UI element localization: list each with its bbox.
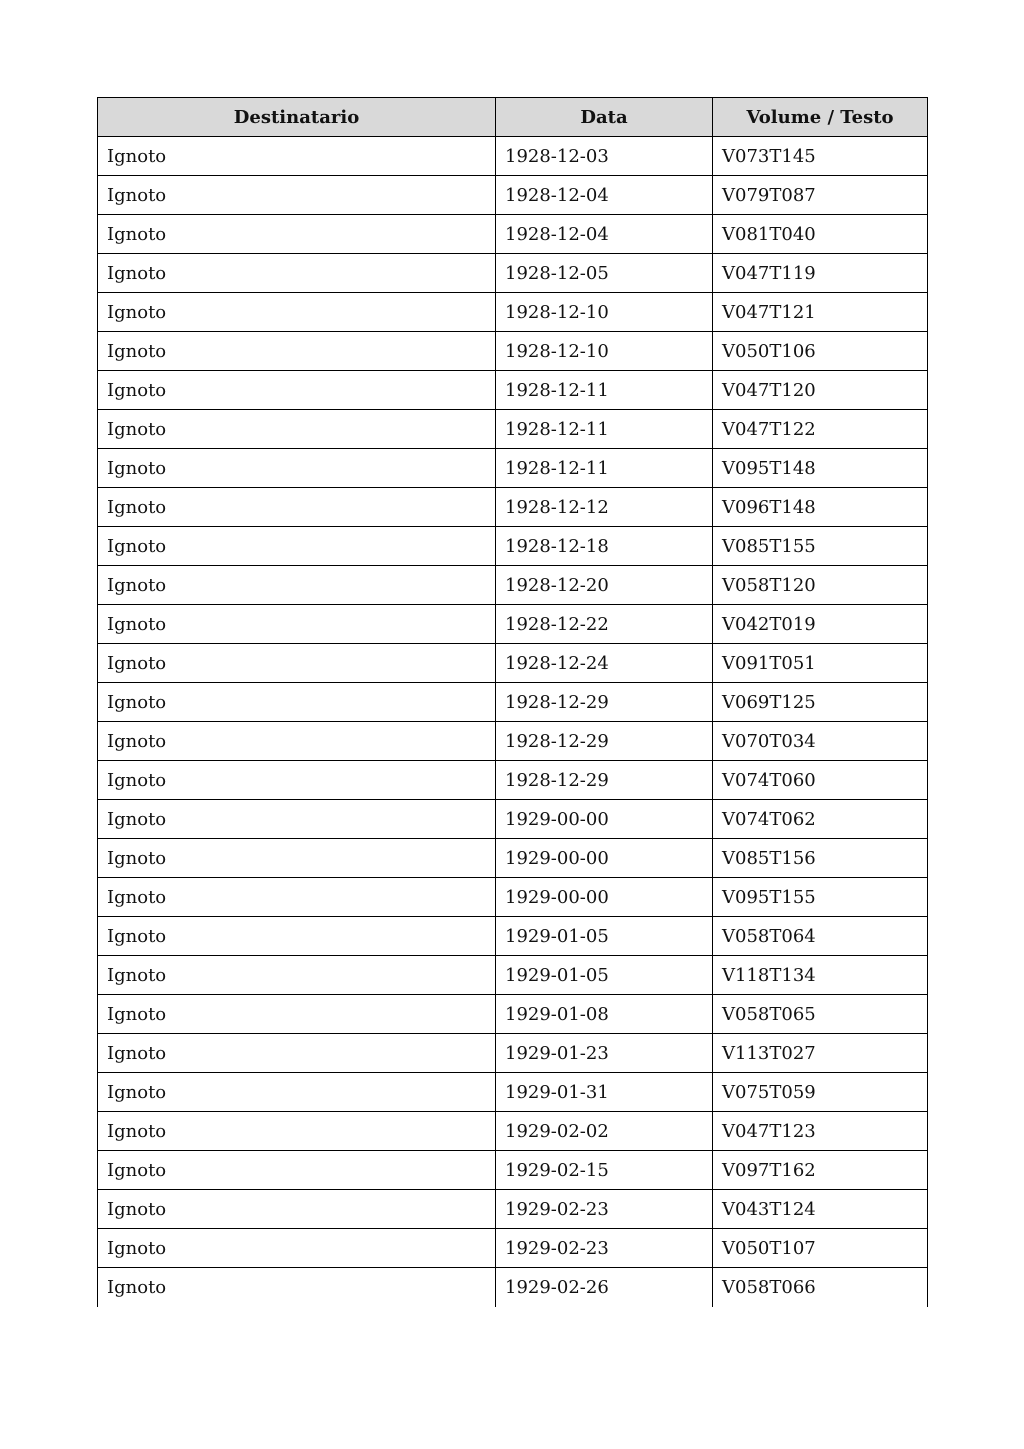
cell-date: 1928-12-11: [496, 410, 713, 449]
cell-recipient: Ignoto: [98, 605, 496, 644]
cell-volume-text: V095T155: [713, 878, 928, 917]
cell-volume-text: V058T064: [713, 917, 928, 956]
column-header-recipient: Destinatario: [98, 98, 496, 137]
cell-date: 1928-12-04: [496, 176, 713, 215]
cell-recipient: Ignoto: [98, 1190, 496, 1229]
letters-table: [97, 97, 928, 1307]
cell-volume-text: V047T121: [713, 293, 928, 332]
cell-recipient: Ignoto: [98, 839, 496, 878]
table-row: [98, 722, 928, 761]
cell-date: 1929-01-23: [496, 1034, 713, 1073]
table-row: [98, 839, 928, 878]
cell-recipient: Ignoto: [98, 527, 496, 566]
cell-date: 1929-02-23: [496, 1229, 713, 1268]
table-row: [98, 1034, 928, 1073]
cell-recipient: Ignoto: [98, 371, 496, 410]
cell-volume-text: V047T120: [713, 371, 928, 410]
table-row: [98, 449, 928, 488]
cell-recipient: Ignoto: [98, 761, 496, 800]
table-row: [98, 1073, 928, 1112]
cell-recipient: Ignoto: [98, 1268, 496, 1307]
cell-date: 1928-12-11: [496, 371, 713, 410]
cell-date: 1928-12-04: [496, 215, 713, 254]
cell-volume-text: V113T027: [713, 1034, 928, 1073]
table-row: [98, 488, 928, 527]
table-row: [98, 293, 928, 332]
cell-date: 1928-12-22: [496, 605, 713, 644]
cell-volume-text: V118T134: [713, 956, 928, 995]
cell-volume-text: V042T019: [713, 605, 928, 644]
cell-recipient: Ignoto: [98, 410, 496, 449]
cell-date: 1928-12-29: [496, 761, 713, 800]
cell-date: 1928-12-10: [496, 293, 713, 332]
cell-volume-text: V085T155: [713, 527, 928, 566]
cell-date: 1929-01-08: [496, 995, 713, 1034]
table-row: [98, 1268, 928, 1307]
cell-date: 1928-12-03: [496, 137, 713, 176]
cell-volume-text: V047T122: [713, 410, 928, 449]
cell-recipient: Ignoto: [98, 137, 496, 176]
cell-date: 1929-02-23: [496, 1190, 713, 1229]
cell-recipient: Ignoto: [98, 917, 496, 956]
cell-volume-text: V058T065: [713, 995, 928, 1034]
cell-date: 1929-02-02: [496, 1112, 713, 1151]
table-row: [98, 644, 928, 683]
cell-date: 1929-02-26: [496, 1268, 713, 1307]
column-header-date: Data: [496, 98, 713, 137]
table-row: [98, 137, 928, 176]
table-row: [98, 1229, 928, 1268]
cell-volume-text: V091T051: [713, 644, 928, 683]
cell-recipient: Ignoto: [98, 1229, 496, 1268]
table-row: [98, 605, 928, 644]
table-body: [98, 137, 928, 1307]
cell-volume-text: V047T123: [713, 1112, 928, 1151]
cell-recipient: Ignoto: [98, 995, 496, 1034]
cell-volume-text: V043T124: [713, 1190, 928, 1229]
cell-date: 1929-00-00: [496, 800, 713, 839]
table-row: [98, 800, 928, 839]
table-row: [98, 956, 928, 995]
cell-recipient: Ignoto: [98, 1073, 496, 1112]
cell-recipient: Ignoto: [98, 176, 496, 215]
cell-volume-text: V085T156: [713, 839, 928, 878]
table-row: [98, 176, 928, 215]
cell-date: 1928-12-18: [496, 527, 713, 566]
cell-volume-text: V096T148: [713, 488, 928, 527]
cell-recipient: Ignoto: [98, 1112, 496, 1151]
cell-volume-text: V095T148: [713, 449, 928, 488]
cell-volume-text: V081T040: [713, 215, 928, 254]
table-row: [98, 527, 928, 566]
table-row: [98, 878, 928, 917]
cell-volume-text: V070T034: [713, 722, 928, 761]
cell-recipient: Ignoto: [98, 215, 496, 254]
cell-volume-text: V079T087: [713, 176, 928, 215]
table-row: [98, 1190, 928, 1229]
cell-recipient: Ignoto: [98, 683, 496, 722]
cell-date: 1929-01-05: [496, 956, 713, 995]
cell-date: 1929-01-05: [496, 917, 713, 956]
cell-recipient: Ignoto: [98, 1034, 496, 1073]
table-row: [98, 1112, 928, 1151]
cell-volume-text: V075T059: [713, 1073, 928, 1112]
cell-date: 1928-12-29: [496, 683, 713, 722]
cell-recipient: Ignoto: [98, 566, 496, 605]
cell-volume-text: V050T107: [713, 1229, 928, 1268]
cell-date: 1928-12-10: [496, 332, 713, 371]
table-row: [98, 215, 928, 254]
cell-recipient: Ignoto: [98, 644, 496, 683]
cell-date: 1928-12-24: [496, 644, 713, 683]
cell-date: 1929-02-15: [496, 1151, 713, 1190]
table-row: [98, 995, 928, 1034]
cell-volume-text: V073T145: [713, 137, 928, 176]
cell-volume-text: V047T119: [713, 254, 928, 293]
cell-recipient: Ignoto: [98, 956, 496, 995]
cell-date: 1929-00-00: [496, 839, 713, 878]
cell-date: 1928-12-11: [496, 449, 713, 488]
cell-volume-text: V074T060: [713, 761, 928, 800]
cell-recipient: Ignoto: [98, 488, 496, 527]
cell-recipient: Ignoto: [98, 254, 496, 293]
cell-volume-text: V074T062: [713, 800, 928, 839]
table-header: [98, 98, 928, 137]
cell-recipient: Ignoto: [98, 449, 496, 488]
cell-date: 1929-00-00: [496, 878, 713, 917]
cell-recipient: Ignoto: [98, 878, 496, 917]
cell-recipient: Ignoto: [98, 722, 496, 761]
table-row: [98, 683, 928, 722]
table-row: [98, 332, 928, 371]
cell-volume-text: V069T125: [713, 683, 928, 722]
cell-recipient: Ignoto: [98, 1151, 496, 1190]
cell-date: 1928-12-05: [496, 254, 713, 293]
cell-recipient: Ignoto: [98, 800, 496, 839]
cell-recipient: Ignoto: [98, 332, 496, 371]
cell-date: 1929-01-31: [496, 1073, 713, 1112]
cell-volume-text: V050T106: [713, 332, 928, 371]
cell-recipient: Ignoto: [98, 293, 496, 332]
table-row: [98, 917, 928, 956]
column-header-volume-text: Volume / Testo: [713, 98, 928, 137]
header-row: [98, 98, 928, 137]
table-row: [98, 1151, 928, 1190]
cell-date: 1928-12-12: [496, 488, 713, 527]
cell-volume-text: V097T162: [713, 1151, 928, 1190]
cell-date: 1928-12-29: [496, 722, 713, 761]
cell-date: 1928-12-20: [496, 566, 713, 605]
table-row: [98, 410, 928, 449]
table-row: [98, 566, 928, 605]
table-row: [98, 761, 928, 800]
cell-volume-text: V058T120: [713, 566, 928, 605]
table-row: [98, 254, 928, 293]
table-row: [98, 371, 928, 410]
cell-volume-text: V058T066: [713, 1268, 928, 1307]
